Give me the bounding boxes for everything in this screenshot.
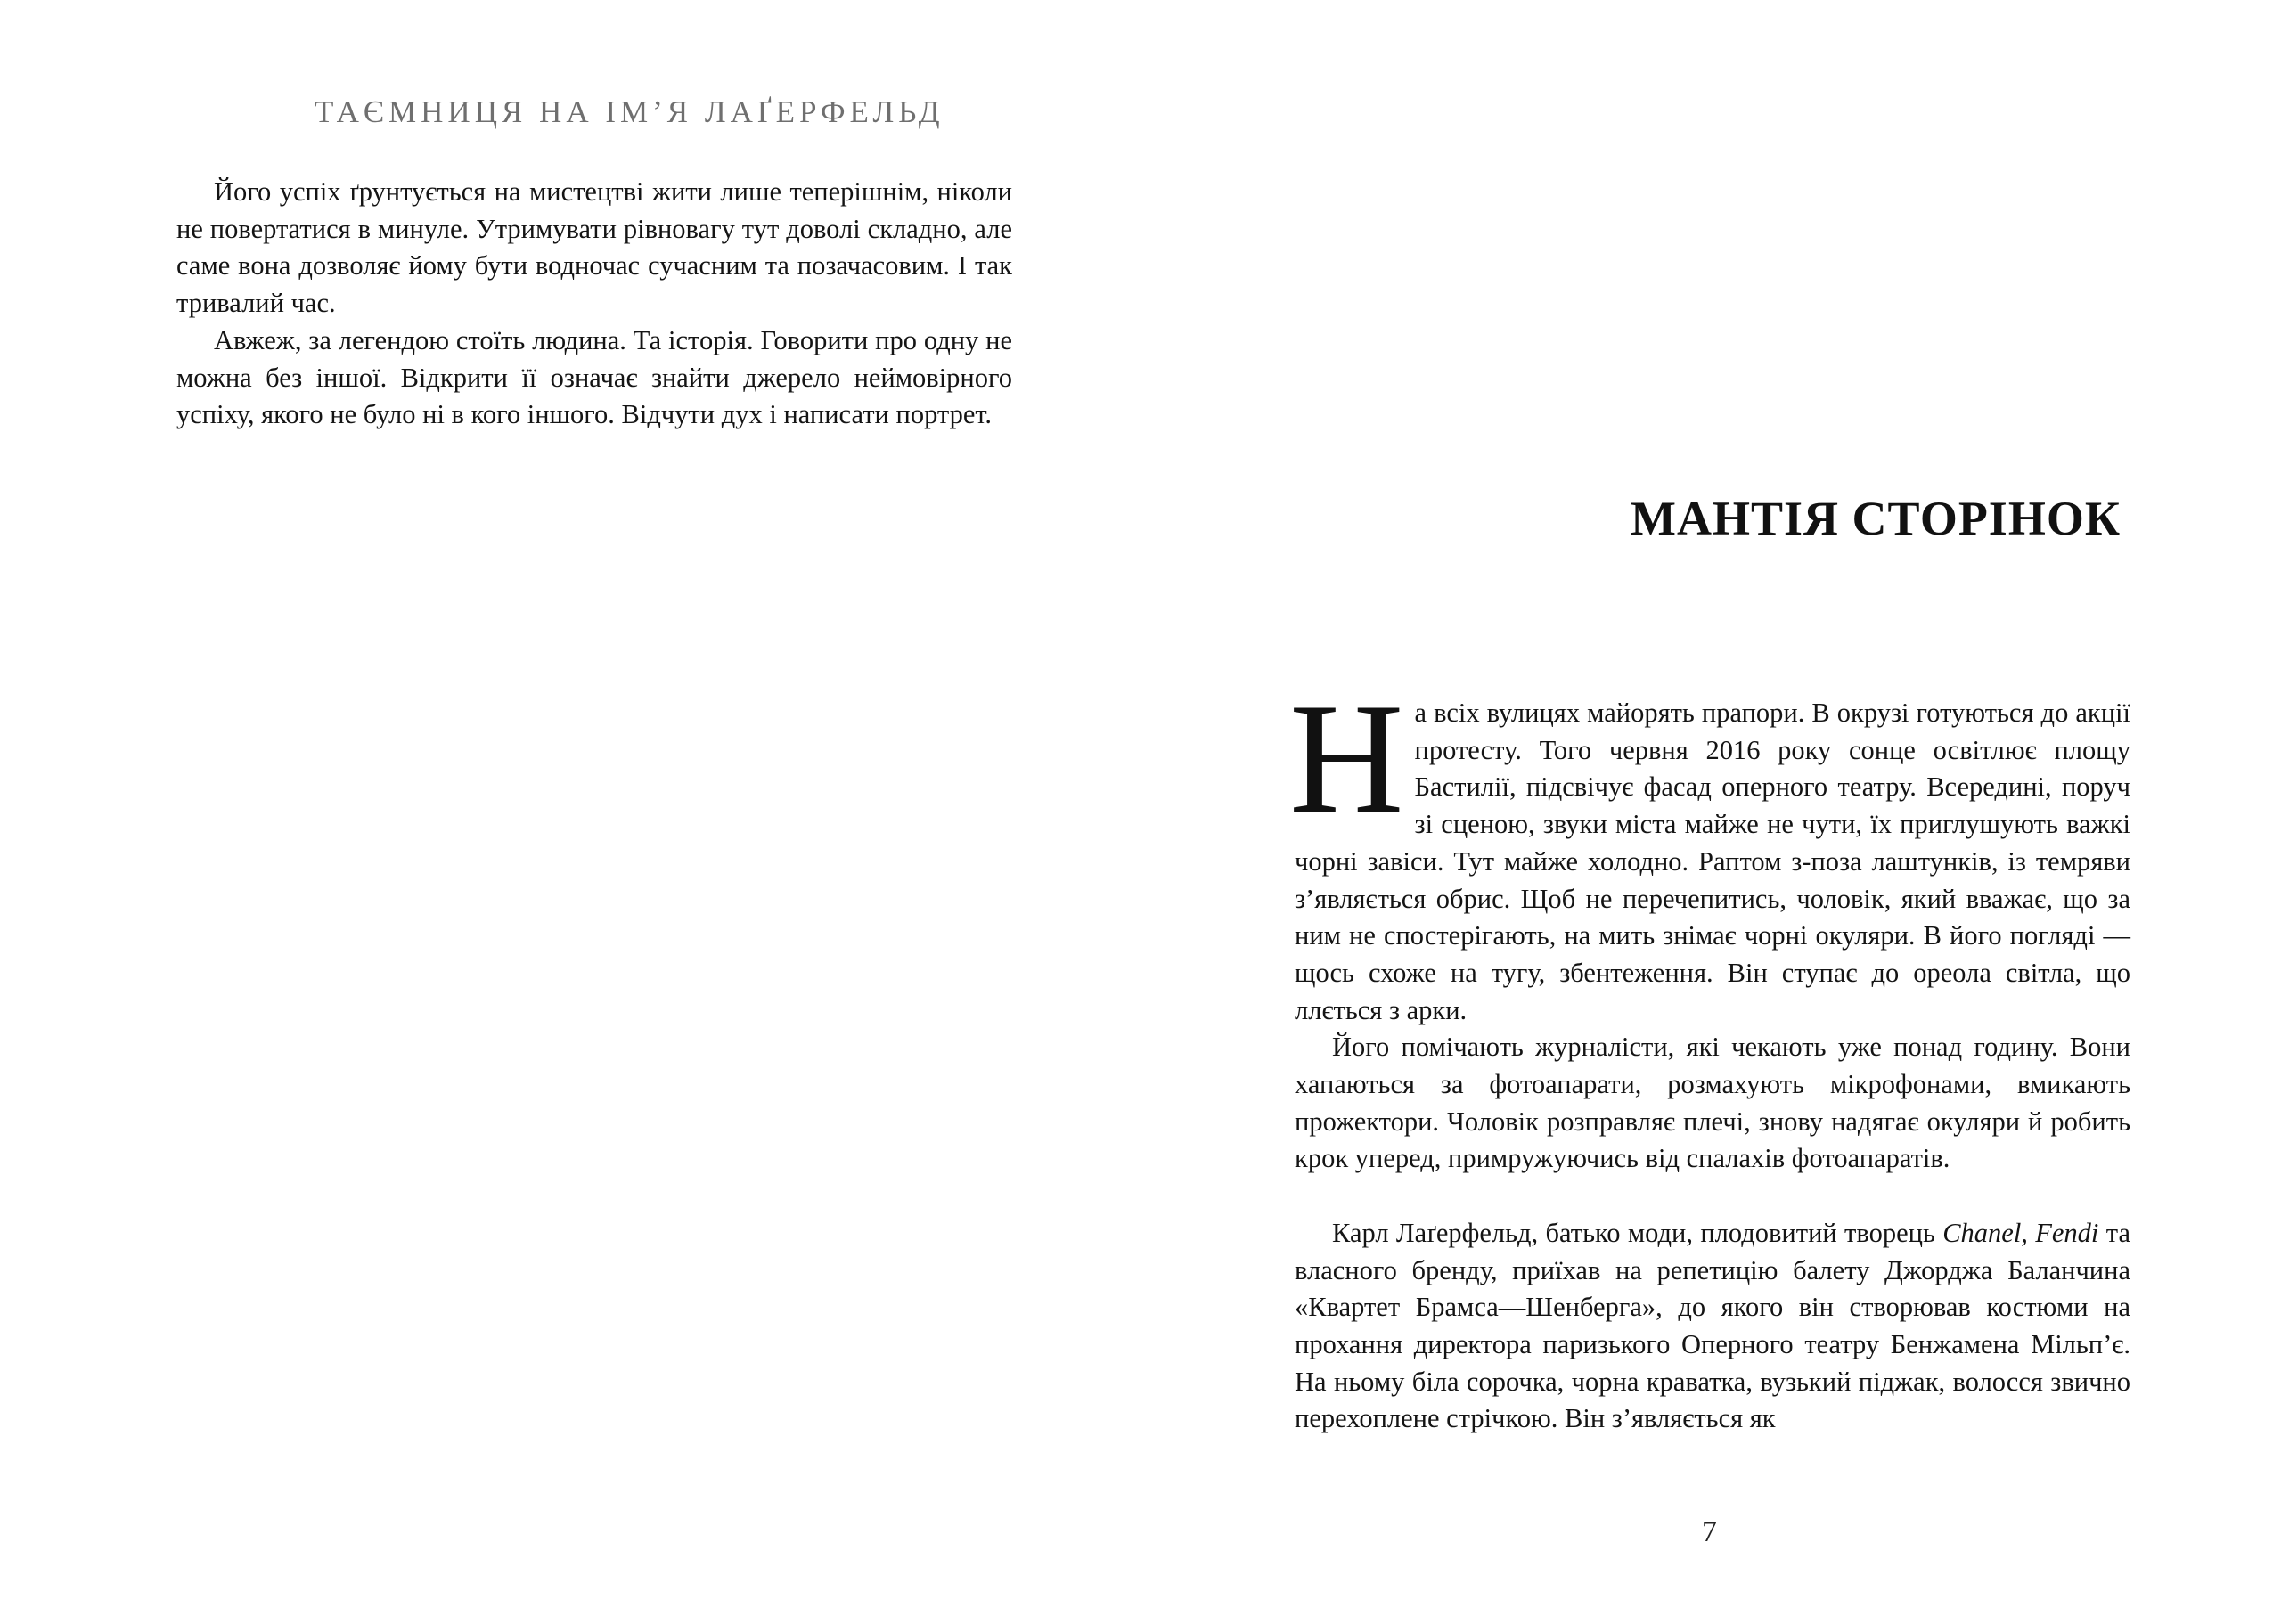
paragraph-3-text-b: та власного бренду, приїхав на репетицію балету Джорджа Баланчина «Квартет Брамса—Шенберга», до якого він створював костюми на прохання директора паризького Оперного театру Бенжамена Мільп’є. На ньому біла сорочка, чорна краватка, вузький піджак, волосся звично перехоплене стрічкою. Він з’являється як: [1295, 1217, 2130, 1434]
brand-chanel: Chanel,: [1942, 1217, 2028, 1248]
running-header: ТАЄМНИЦЯ НА ІМ’Я ЛАҐЕРФЕЛЬД: [315, 94, 944, 129]
left-paragraph-1: Його успіх ґрунтується на мистецтві жити лише теперішнім, ніколи не повертатися в минуле. Утримувати рівновагу тут доволі складно, але саме вона дозволяє йому бути водночас сучасним та позачасовим. І так тривалий час.: [176, 176, 1012, 319]
right-page-text: [1289, 670, 2130, 1438]
drop-cap: Н: [1289, 670, 1404, 846]
opening-paragraph: [1289, 670, 2130, 1029]
section-gap: [1295, 1178, 2130, 1215]
left-page-text: [176, 174, 1012, 434]
left-paragraph-2: Авжеж, за легендою стоїть людина. Та історія. Говорити про одну не можна без іншої. Відкрити її означає знайти джерело неймовірного успіху, якого не було ні в кого іншого. Відчути дух і написати портрет.: [176, 324, 1012, 430]
paragraph-3-text-a: Карл Лаґерфельд, батько моди, плодовитий творець: [1332, 1217, 1943, 1248]
paragraph-3-space: [2028, 1218, 2035, 1248]
chapter-title: [1140, 494, 2281, 543]
page-number: 7: [1702, 1515, 1717, 1548]
chapter-title-text: МАНТІЯ СТОРІНОК: [1631, 492, 2121, 545]
right-paragraph-3: [1295, 1215, 2130, 1438]
right-paragraph-2: Його помічають журналісти, які чекають уже понад годину. Вони хапаються за фотоапарати, розмахують мікрофонами, вмикають прожектори. Чоловік розправляє плечі, знову надягає окуляри й робить крок уперед, примружуючись від спалахів фотоапаратів.: [1295, 1032, 2130, 1174]
brand-fendi: Fendi: [2035, 1217, 2099, 1248]
right-paragraph-1: а всіх вулицях майорять прапори. В окрузі готуються до акції протесту. Того червня 2016 року сонце освітлює площу Бастилії, підсвічує фасад оперного театру. Всередині, поруч зі сценою, звуки міста майже не чути, їх приглушують важкі чорні завіси. Тут майже холодно. Раптом з-поза лаштунків, із темряви з’являється обрис. Щоб не перечепитись, чоловік, який вважає, що за ним не спостерігають, на мить знімає чорні окуляри. В його погляді — щось схоже на тугу, збентеження. Він ступає до ореола світла, що ллється з арки.: [1295, 698, 2130, 1025]
